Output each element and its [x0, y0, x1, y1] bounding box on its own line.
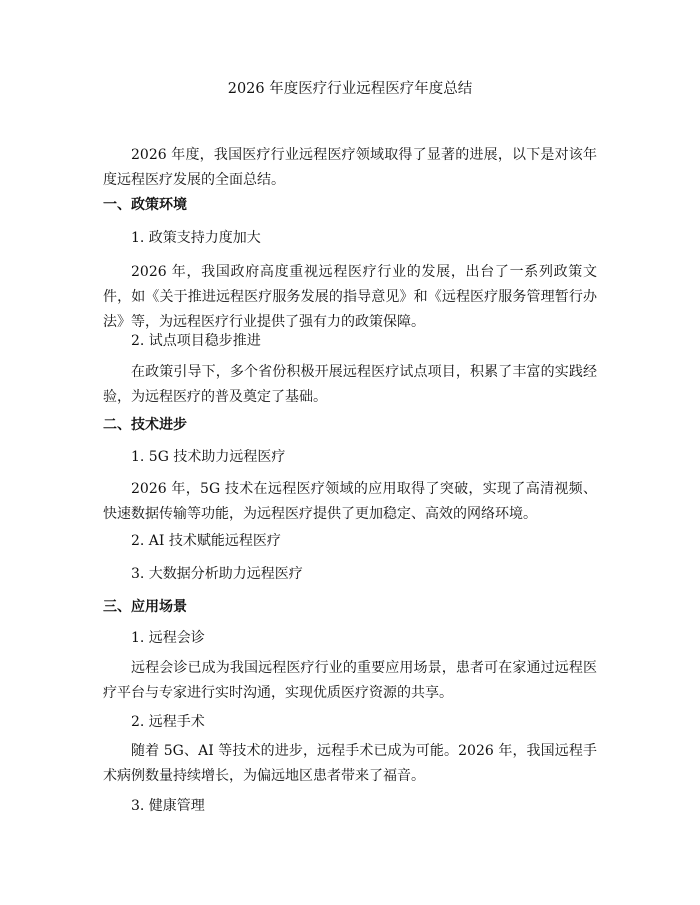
section-heading-technology: 二、技术进步: [103, 417, 187, 433]
subitem-remote-surgery: 2. 远程手术: [131, 714, 205, 730]
section-heading-policy: 一、政策环境: [103, 197, 187, 213]
paragraph-remote-consultation: 远程会诊已成为我国远程医疗行业的重要应用场景，患者可在家通过远程医疗平台与专家进行实时沟通，实现优质医疗资源的共享。: [103, 660, 597, 701]
subitem-health-management: 3. 健康管理: [131, 798, 205, 814]
subitem-5g: 1. 5G 技术助力远程医疗: [131, 449, 286, 465]
paragraph-pilot-projects: 在政策引导下，多个省份积极开展远程医疗试点项目，积累了丰富的实践经验，为远程医疗的普及奠定了基础。: [103, 364, 597, 405]
paragraph-remote-surgery: 随着 5G、AI 等技术的进步，远程手术已成为可能。2026 年，我国远程手术病例数量持续增长，为偏远地区患者带来了福音。: [103, 743, 597, 784]
subitem-big-data: 3. 大数据分析助力远程医疗: [131, 566, 303, 582]
subitem-pilot-projects: 2. 试点项目稳步推进: [131, 333, 261, 349]
subitem-ai: 2. AI 技术赋能远程医疗: [131, 533, 281, 549]
subitem-remote-consultation: 1. 远程会诊: [131, 630, 205, 646]
document-title: 2026 年度医疗行业远程医疗年度总结: [227, 81, 473, 97]
subitem-policy-support: 1. 政策支持力度加大: [131, 230, 261, 246]
section-heading-applications: 三、应用场景: [103, 599, 187, 615]
paragraph-5g: 2026 年，5G 技术在远程医疗领域的应用取得了突破，实现了高清视频、快速数据传输等功能，为远程医疗提供了更加稳定、高效的网络环境。: [103, 481, 597, 522]
intro-paragraph: 2026 年度，我国医疗行业远程医疗领域取得了显著的进展，以下是对该年度远程医疗发展的全面总结。: [103, 147, 597, 188]
paragraph-policy-support: 2026 年，我国政府高度重视远程医疗行业的发展，出台了一系列政策文件，如《关于推进远程医疗服务发展的指导意见》和《远程医疗服务管理暂行办法》等，为远程医疗行业提供了强有力的政策保障。: [103, 264, 597, 330]
